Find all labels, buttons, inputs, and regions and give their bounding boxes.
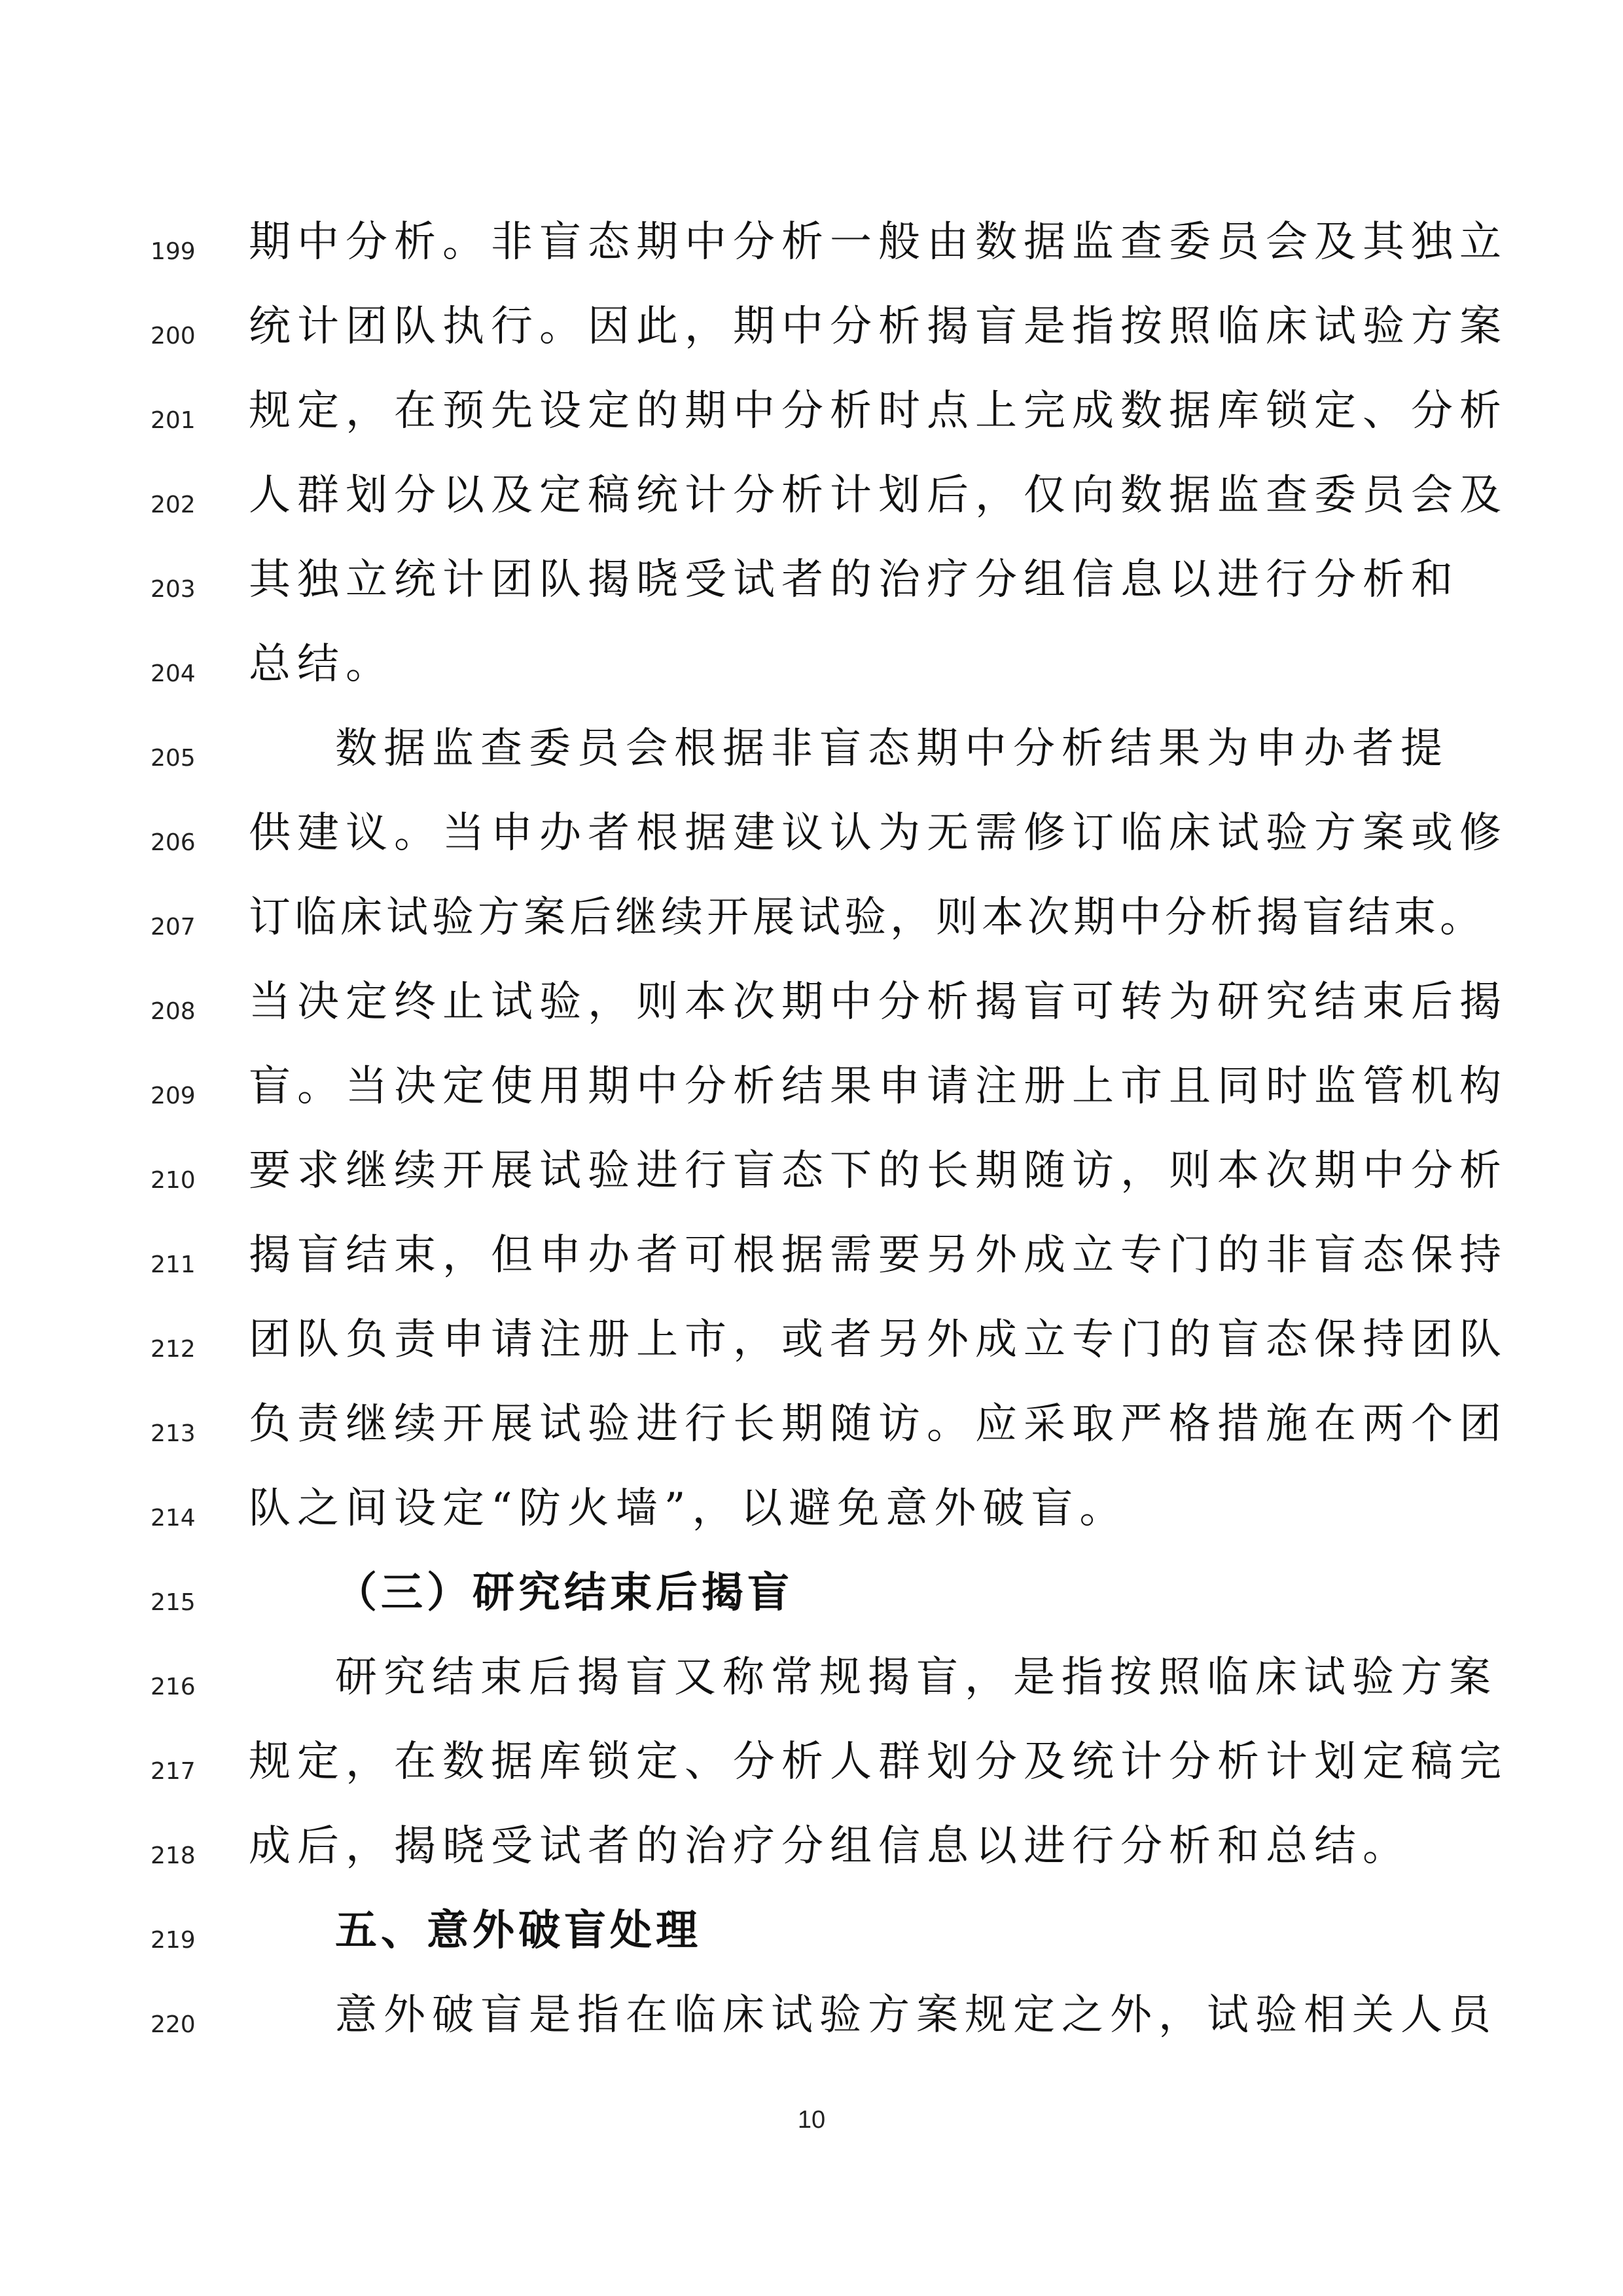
line-number: 217 [151, 1758, 196, 1785]
line-text: 当决定终止试验，则本次期中分析揭盲可转为研究结束后揭 [249, 978, 1508, 1026]
line-text: 订临床试验方案后继续开展试验，则本次期中分析揭盲结束。 [249, 893, 1486, 942]
line-text: 规定，在数据库锁定、分析人群划分及统计分析计划定稿完 [249, 1738, 1508, 1786]
line-number: 205 [151, 745, 196, 772]
text-line [0, 1814, 1623, 1899]
line-number: 219 [151, 1927, 196, 1954]
line-text: 负责继续开展试验进行长期随访。应采取严格措施在两个团 [249, 1400, 1508, 1448]
line-number: 220 [151, 2011, 196, 2038]
text-line [0, 1645, 1623, 1730]
line-number: 213 [151, 1420, 196, 1447]
text-line [0, 378, 1623, 463]
text-line [0, 969, 1623, 1054]
line-text: 供建议。当申办者根据建议认为无需修订临床试验方案或修 [249, 809, 1508, 857]
line-text: 团队负责申请注册上市，或者另外成立专门的盲态保持团队 [249, 1316, 1508, 1364]
section-heading [0, 1898, 1623, 1983]
text-line [0, 294, 1623, 379]
text-line [0, 1307, 1623, 1392]
text-line [0, 1138, 1623, 1223]
line-number: 207 [151, 914, 196, 941]
line-number: 215 [151, 1589, 196, 1616]
text-line [0, 1054, 1623, 1139]
line-number: 209 [151, 1083, 196, 1109]
line-number: 201 [151, 407, 196, 434]
line-text: 揭盲结束，但申办者可根据需要另外成立专门的非盲态保持 [249, 1231, 1508, 1280]
text-line [0, 547, 1623, 632]
text-line [0, 885, 1623, 970]
text-line [0, 1476, 1623, 1561]
line-text: 规定，在预先设定的期中分析时点上完成数据库锁定、分析 [249, 387, 1508, 435]
text-line [0, 800, 1623, 886]
heading-text: （三）研究结束后揭盲 [335, 1569, 793, 1617]
line-text: 数据监查委员会根据非盲态期中分析结果为申办者提 [335, 725, 1449, 773]
line-number: 212 [151, 1336, 196, 1363]
line-text: 期中分析。非盲态期中分析一般由数据监查委员会及其独立 [249, 218, 1508, 266]
line-text: 意外破盲是指在临床试验方案规定之外，试验相关人员 [335, 1991, 1497, 2039]
line-number: 202 [151, 492, 196, 518]
line-number: 206 [151, 829, 196, 856]
text-line [0, 1729, 1623, 1814]
line-number: 203 [151, 576, 196, 603]
line-text: 盲。当决定使用期中分析结果申请注册上市且同时监管机构 [249, 1062, 1508, 1111]
text-line [0, 209, 1623, 295]
line-number: 204 [151, 660, 196, 687]
line-text: 总结。 [249, 640, 394, 689]
line-number: 199 [151, 238, 196, 265]
line-number: 200 [151, 323, 196, 350]
section-heading [0, 1560, 1623, 1645]
line-text: 队之间设定“防火墙”，以避免意外破盲。 [249, 1484, 1128, 1533]
heading-text: 五、意外破盲处理 [335, 1907, 702, 1955]
line-text: 其独立统计团队揭晓受试者的治疗分组信息以进行分析和 [249, 556, 1459, 604]
line-text: 要求继续开展试验进行盲态下的长期随访，则本次期中分析 [249, 1147, 1508, 1195]
text-line [0, 716, 1623, 801]
line-number: 214 [151, 1505, 196, 1532]
line-number: 208 [151, 998, 196, 1025]
text-line [0, 1982, 1623, 2068]
line-number: 216 [151, 1674, 196, 1700]
line-text: 成后，揭晓受试者的治疗分组信息以进行分析和总结。 [249, 1822, 1411, 1871]
line-number: 211 [151, 1251, 196, 1278]
text-line [0, 1223, 1623, 1308]
line-text: 人群划分以及定稿统计分析计划后，仅向数据监查委员会及 [249, 471, 1508, 520]
text-line [0, 1391, 1623, 1477]
line-text: 统计团队执行。因此，期中分析揭盲是指按照临床试验方案 [249, 302, 1508, 351]
text-line [0, 463, 1623, 548]
line-number: 210 [151, 1167, 196, 1194]
text-line [0, 632, 1623, 717]
page-number: 10 [797, 2106, 826, 2134]
line-text: 研究结束后揭盲又称常规揭盲，是指按照临床试验方案 [335, 1653, 1497, 1702]
line-number: 218 [151, 1842, 196, 1869]
